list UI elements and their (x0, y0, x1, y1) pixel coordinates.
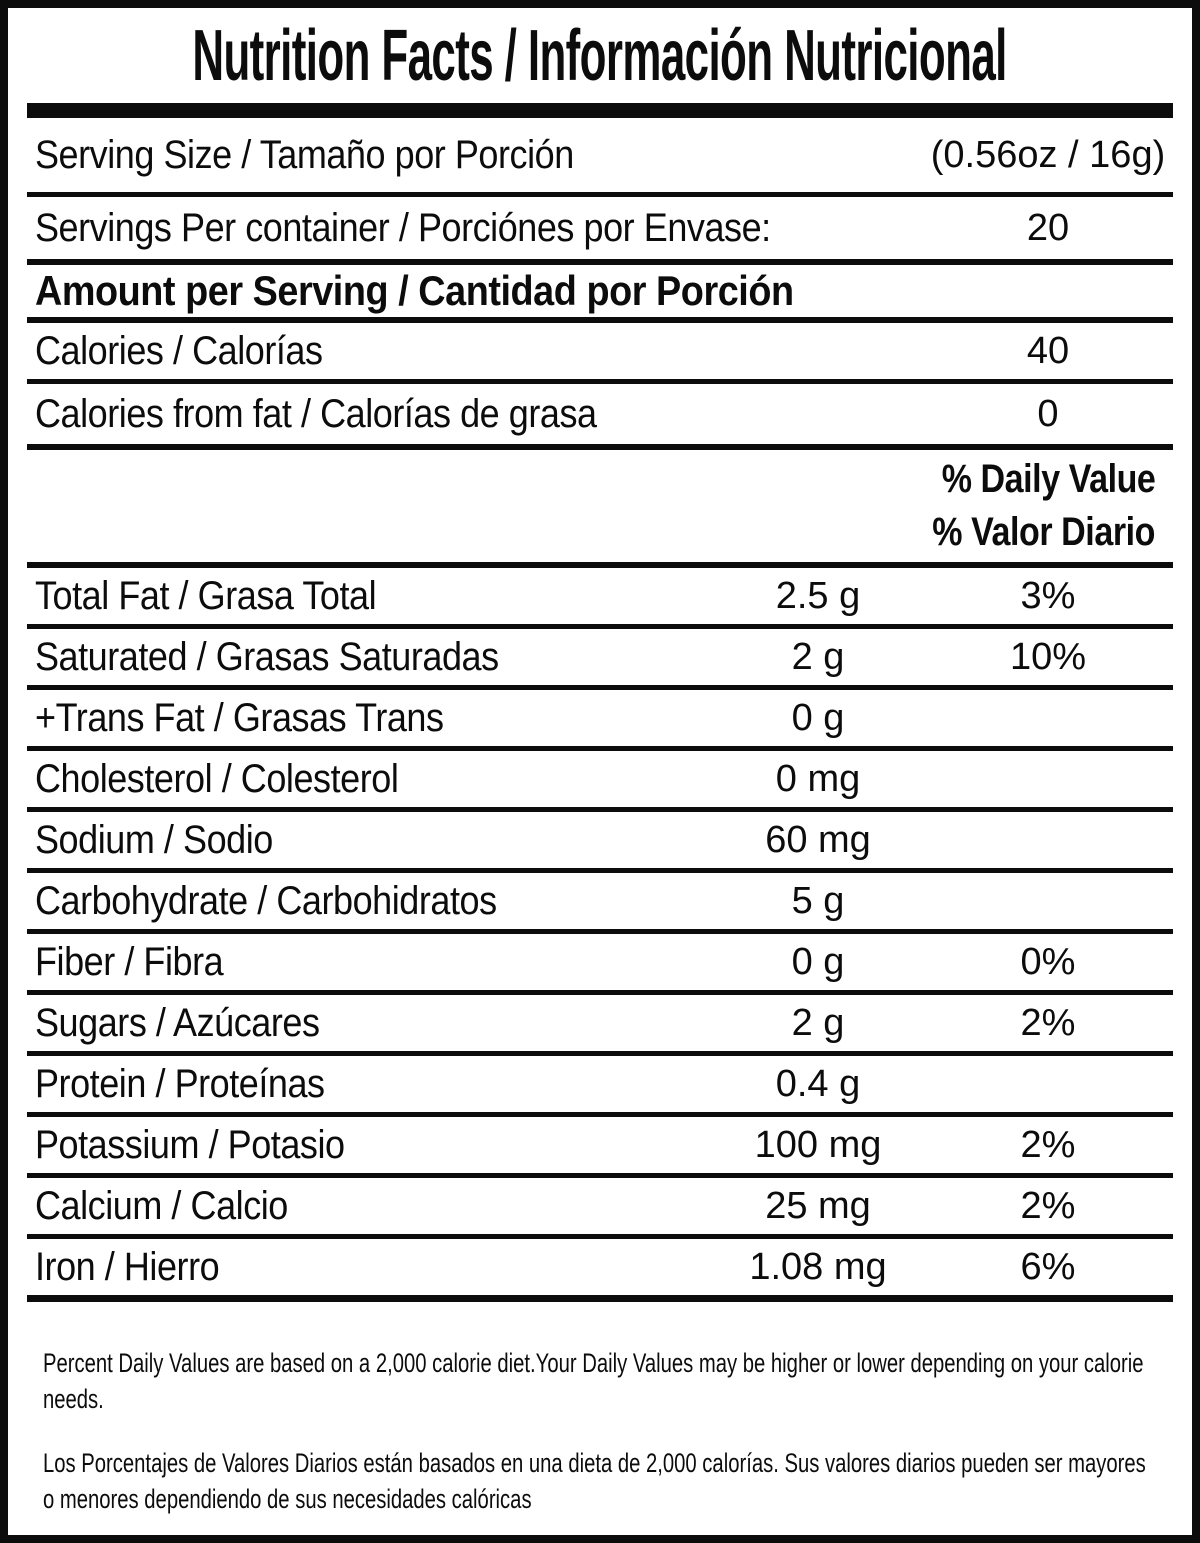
nutrient-amount: 25 mg (765, 1184, 871, 1227)
nutrient-label: Total Fat / Grasa Total (35, 573, 377, 618)
nutrient-daily-value: 2% (1020, 1184, 1076, 1227)
label-title: Nutrition Facts / Información Nutricional (192, 15, 1008, 96)
nutrient-row-sugars (27, 995, 1173, 1056)
servings-per-container-row (27, 197, 1173, 265)
calories-from-fat-row (27, 384, 1173, 450)
nutrient-label: Potassium / Potasio (35, 1122, 345, 1167)
nutrient-label: Carbohydrate / Carbohidratos (35, 878, 497, 923)
nutrient-daily-value: 3% (1020, 574, 1076, 617)
nutrient-label: Protein / Proteínas (35, 1061, 325, 1106)
daily-value-header-en: % Daily Value (941, 457, 1155, 502)
footnotes (8, 1302, 1192, 1518)
nutrient-daily-value: 10% (1009, 635, 1087, 678)
nutrient-row-fiber (27, 934, 1173, 995)
title-divider-bar (27, 103, 1173, 118)
nutrient-daily-value: 2% (1020, 1123, 1076, 1166)
nutrient-row-iron (27, 1239, 1173, 1302)
nutrient-label: Sugars / Azúcares (35, 1000, 320, 1045)
amount-per-serving-label: Amount per Serving / Cantidad por Porción (35, 267, 794, 314)
nutrient-amount: 5 g (791, 879, 845, 922)
daily-value-header-es: % Valor Diario (932, 510, 1155, 554)
nutrient-amount: 0 g (791, 696, 845, 739)
nutrient-row-calcium (27, 1178, 1173, 1239)
nutrient-amount: 2 g (791, 635, 845, 678)
serving-size-row (27, 118, 1173, 197)
nutrient-row-total-fat (27, 568, 1173, 629)
nutrient-label: +Trans Fat / Grasas Trans (35, 695, 444, 740)
daily-value-header (27, 450, 1173, 568)
nutrient-daily-value: 6% (1020, 1245, 1076, 1288)
nutrient-label: Calcium / Calcio (35, 1183, 288, 1228)
nutrient-row-saturated-fat (27, 629, 1173, 690)
nutrient-amount: 0 g (791, 940, 845, 983)
nutrient-daily-value: 0% (1020, 940, 1076, 983)
nutrient-amount: 2 g (791, 1001, 845, 1044)
nutrient-row-carbohydrate (27, 873, 1173, 934)
nutrient-row-sodium (27, 812, 1173, 873)
nutrient-label: Sodium / Sodio (35, 817, 273, 862)
amount-per-serving-header-row (27, 265, 1173, 323)
nutrient-row-potassium (27, 1117, 1173, 1178)
nutrient-row-protein (27, 1056, 1173, 1117)
calories-label: Calories / Calorías (35, 328, 323, 373)
calories-from-fat-value: 0 (1037, 392, 1059, 435)
nutrient-amount: 60 mg (765, 818, 871, 861)
nutrient-label: Cholesterol / Colesterol (35, 756, 399, 801)
title-area (8, 8, 1192, 103)
servings-per-container-label: Servings Per container / Porciónes por Envase: (35, 205, 771, 250)
footnote-english: Percent Daily Values are based on a 2,000 calorie diet.Your Daily Values may be higher or lower depending on your calorie needs. (43, 1348, 1144, 1414)
nutrient-amount: 0 mg (775, 757, 861, 800)
nutrient-amount: 100 mg (754, 1123, 882, 1166)
footnote-spanish: Los Porcentajes de Valores Diarios están basados en una dieta de 2,000 calorías. Sus valores diarios pueden ser mayores o menores dependiendo de sus necesidades calóricas (43, 1447, 1146, 1514)
calories-row (27, 323, 1173, 384)
calories-from-fat-label: Calories from fat / Calorías de grasa (35, 391, 597, 436)
nutrient-daily-value: 2% (1020, 1001, 1076, 1044)
serving-size-label: Serving Size / Tamaño por Porción (35, 132, 574, 177)
calories-value: 40 (1026, 329, 1070, 372)
nutrient-amount: 1.08 mg (749, 1245, 887, 1288)
serving-size-value: (0.56oz / 16g) (930, 133, 1166, 176)
servings-per-container-value: 20 (1026, 206, 1070, 249)
nutrient-row-trans-fat (27, 690, 1173, 751)
nutrient-label: Saturated / Grasas Saturadas (35, 634, 499, 679)
nutrient-label: Fiber / Fibra (35, 939, 224, 984)
nutrient-label: Iron / Hierro (35, 1244, 220, 1289)
nutrient-amount: 0.4 g (775, 1062, 861, 1105)
nutrient-row-cholesterol (27, 751, 1173, 812)
nutrient-amount: 2.5 g (775, 574, 861, 617)
